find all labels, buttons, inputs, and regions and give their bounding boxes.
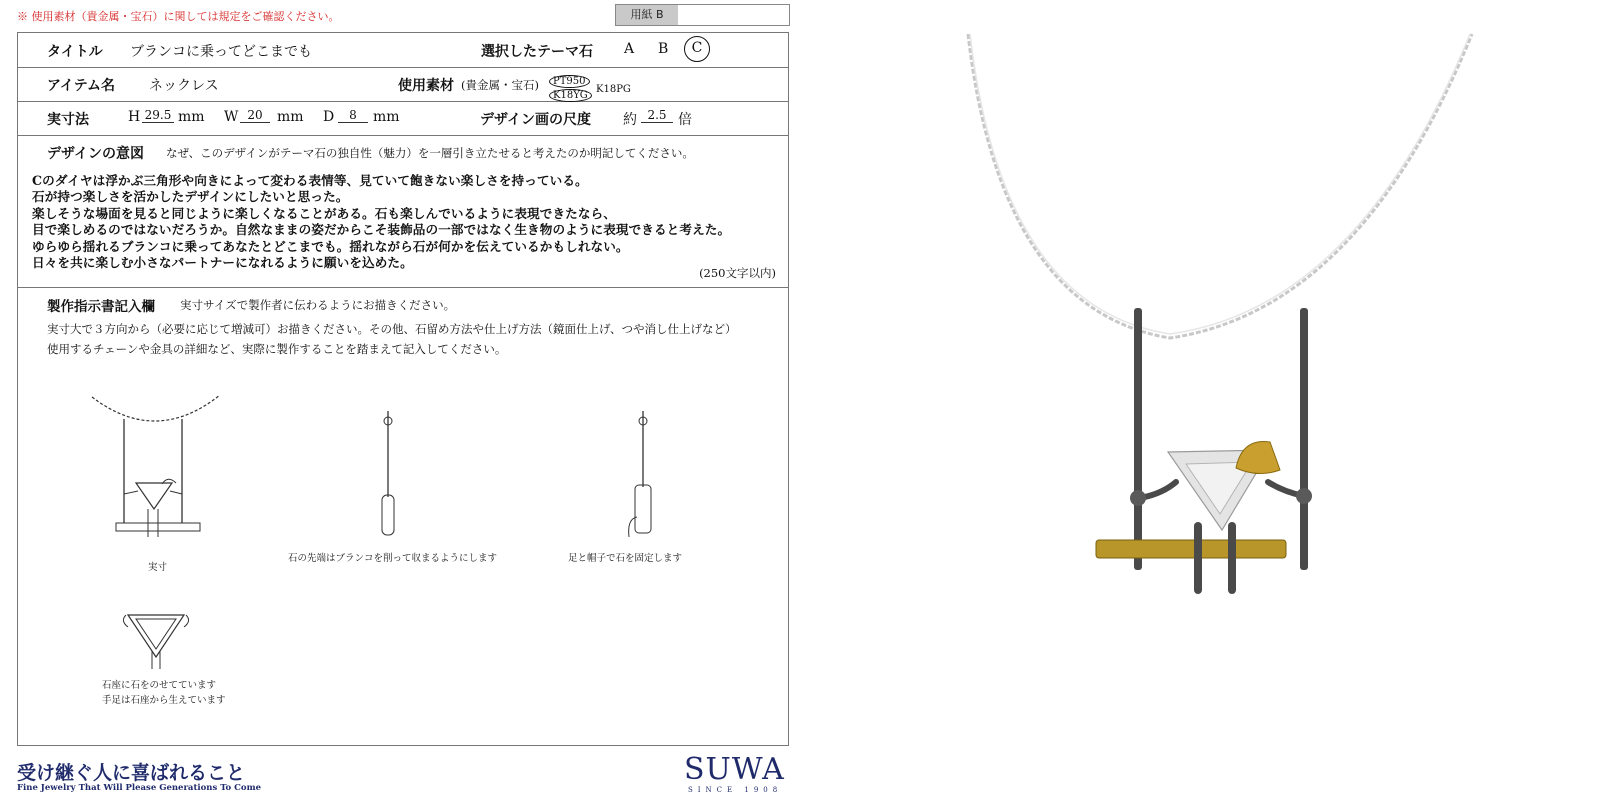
scale-times: 倍 (678, 112, 692, 128)
title-row (18, 33, 788, 68)
scale-label: デザイン画の尺度 (480, 112, 592, 128)
necklace-illustration (940, 20, 1500, 620)
width-value: 20 (240, 108, 270, 123)
intent-section (18, 135, 788, 288)
front-view-sketch (86, 391, 236, 541)
height-unit: mm (178, 109, 205, 125)
instruction-label: 製作指示書記入欄 (47, 299, 155, 315)
theme-option-b: B (658, 41, 669, 57)
material-notice: ※ 使用素材（貴金属・宝石）に関しては規定をご確認ください。 (17, 10, 340, 23)
intent-line: 楽しそうな場面を見ると同じように楽しくなることがある。石も楽しんでいるように表現できたなら、 (32, 205, 616, 221)
setting-caption-1: 石座に石をのせてています (102, 680, 217, 691)
depth-label: D (323, 109, 335, 125)
intent-line: 日々を共に楽しむ小さなパートナーになれるように願いを込めた。 (32, 255, 413, 271)
height-value: 29.5 (142, 108, 174, 123)
width-unit: mm (277, 109, 304, 125)
size-row (18, 101, 788, 136)
material-k18pg: K18PG (596, 84, 631, 95)
height-label: H (128, 109, 141, 125)
side-view-sketch (368, 407, 408, 547)
suwa-logo: SUWA (684, 752, 785, 787)
intent-line: Cのダイヤは浮かぶ三角形や向きによって変わる表情等、見ていて飽きない楽しさを持っている。 (32, 173, 588, 188)
depth-value: 8 (338, 108, 368, 123)
scale-approx: 約 (623, 112, 637, 128)
theme-option-a: A (624, 41, 635, 57)
intent-instruction: なぜ、このデザインがテーマ石の独自性（魅力）を一層引き立たせると考えたのか明記してください。 (166, 146, 694, 160)
paper-type-box (615, 4, 790, 26)
setting-sketch (116, 605, 196, 675)
suwa-since: SINCE 1908 (688, 786, 783, 794)
brand-tagline-en: Fine Jewelry That Will Please Generations To Come (17, 783, 262, 793)
intent-line: ゆらゆら揺れるブランコに乗ってあなたとどこまでも。揺れながら石が何かを伝えているかもしれない。 (32, 238, 629, 254)
title-value: ブランコに乗ってどこまでも (130, 44, 312, 60)
title-label: タイトル (47, 44, 103, 60)
scale-value: 2.5 (641, 108, 673, 123)
size-label: 実寸法 (47, 112, 89, 128)
instruction-sub: 実寸サイズで製作者に伝わるようにお描きください。 (180, 298, 456, 312)
item-name-value: ネックレス (149, 78, 219, 94)
material-pt950: PT950 (549, 69, 590, 88)
side-caption: 石の先端はブランコを削って収まるようにします (288, 553, 498, 564)
back-view-sketch (623, 407, 683, 547)
setting-caption-2: 手足は石座から生えています (102, 695, 226, 706)
design-form (17, 32, 789, 746)
brand-tagline-jp: 受け継ぐ人に喜ばれること (17, 762, 246, 784)
material-note: (貴金属・宝石) (461, 78, 539, 92)
item-row (18, 67, 788, 102)
material-k18yg: K18YG (549, 83, 592, 102)
theme-stone-label: 選択したテーマ石 (481, 44, 593, 60)
width-label: W (224, 109, 239, 125)
material-label: 使用素材 (398, 78, 454, 94)
char-limit: (250文字以内) (699, 266, 776, 280)
item-name-label: アイテム名 (47, 78, 116, 94)
paper-type-label: 用紙 B (616, 5, 678, 25)
theme-option-c-selected: C (684, 36, 710, 62)
instruction-line-2: 使用するチェーンや金具の詳細など、実際に製作することを踏まえて記入してください。 (47, 342, 507, 356)
intent-line: 目で楽しめるのではないだろうか。自然なままの姿だからこそ装飾品の一部ではなく生き物のように表現できると考えた。 (32, 222, 731, 238)
front-caption: 実寸 (148, 562, 168, 573)
intent-label: デザインの意図 (47, 146, 145, 162)
back-caption: 足と帽子で石を固定します (568, 553, 683, 564)
intent-text (32, 173, 730, 271)
instruction-line-1: 実寸大で３方向から（必要に応じて増減可）お描きください。その他、石留め方法や仕上げ方法（鏡面仕上げ、つや消し仕上げなど） (47, 322, 737, 336)
instruction-section (18, 287, 788, 745)
intent-line: 石が持つ楽しさを活かしたデザインにしたいと思った。 (32, 189, 349, 205)
depth-unit: mm (373, 109, 400, 125)
